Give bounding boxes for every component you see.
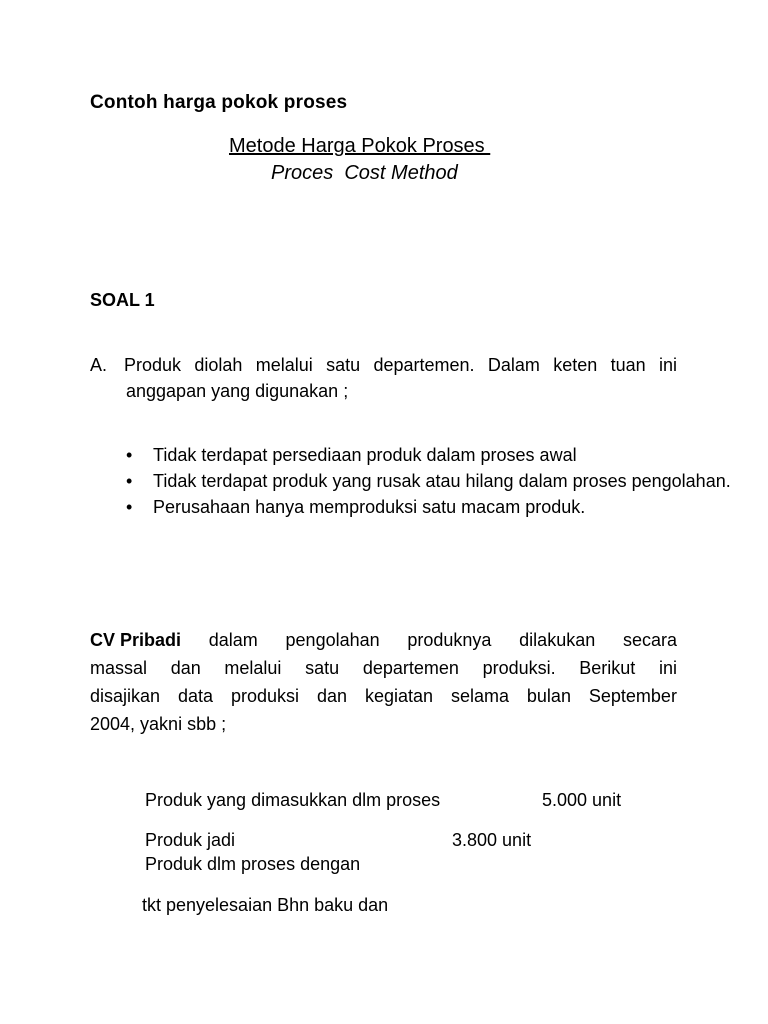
data-label-wip: Produk dlm proses dengan — [145, 854, 361, 874]
data-value-finished-units: 3.800 unit — [452, 830, 532, 850]
word: massal — [90, 658, 148, 678]
list-item-text: Perusahaan hanya memproduksi satu macam produk. — [153, 497, 586, 517]
data-value-input-units: 5.000 unit — [542, 790, 622, 810]
word: dalam — [208, 630, 258, 650]
word: bulan — [526, 686, 571, 706]
word: diolah — [194, 355, 243, 375]
word: produknya — [407, 630, 492, 650]
word: Dalam — [487, 355, 540, 375]
data-label-completion-level: tkt penyelesaian Bhn baku dan — [142, 895, 389, 915]
word: melalui — [224, 658, 282, 678]
word: departemen — [362, 658, 459, 678]
part-a-label: A. — [90, 355, 108, 375]
word: ini — [658, 658, 677, 678]
word: kegiatan — [364, 686, 433, 706]
paragraph-line-4: 2004, yakni sbb ; — [90, 714, 227, 734]
part-a-line-2: anggapan yang digunakan ; — [126, 381, 349, 401]
document-heading: Contoh harga pokok proses — [90, 92, 348, 113]
list-item-text: Tidak terdapat persediaan produk dalam proses awal — [153, 445, 577, 465]
word: ini — [658, 355, 677, 375]
word: disajikan — [90, 686, 161, 706]
word: secara — [622, 630, 677, 650]
paragraph-line-2 — [90, 654, 677, 682]
list-item — [126, 442, 677, 468]
part-a-paragraph — [90, 352, 677, 404]
section-label: SOAL 1 — [90, 290, 155, 310]
word: Produk — [124, 355, 182, 375]
word: melalui — [255, 355, 313, 375]
list-item — [126, 494, 677, 520]
part-a-label-and-first-word — [90, 352, 181, 378]
list-item — [126, 468, 731, 494]
part-a-line-1 — [90, 352, 677, 378]
word: dilakukan — [519, 630, 596, 650]
word: Berikut — [579, 658, 636, 678]
bullet-icon: • — [126, 497, 133, 517]
company-paragraph — [90, 626, 677, 738]
word: departemen. — [373, 355, 475, 375]
word: pengolahan — [285, 630, 380, 650]
paragraph-line-3 — [90, 682, 677, 710]
word: produksi — [230, 686, 300, 706]
bullet-icon: • — [126, 471, 133, 491]
company-name: CV Pribadi — [90, 630, 182, 650]
paragraph-line-1 — [90, 626, 677, 654]
word: satu — [305, 658, 340, 678]
word: September — [588, 686, 677, 706]
title-indonesian: Metode Harga Pokok Proses — [229, 135, 491, 157]
assumption-list — [126, 442, 731, 520]
data-label-input-units: Produk yang dimasukkan dlm proses — [145, 790, 441, 810]
word: keten — [553, 355, 598, 375]
word: dan — [170, 658, 201, 678]
word: satu — [326, 355, 361, 375]
word: data — [177, 686, 214, 706]
title-english: Proces Cost Method — [271, 162, 458, 184]
bullet-icon: • — [126, 445, 133, 465]
list-item-text: Tidak terdapat produk yang rusak atau hilang dalam proses pengolahan. — [153, 471, 731, 491]
word: produksi. — [482, 658, 556, 678]
word: selama — [450, 686, 509, 706]
word: tuan — [610, 355, 646, 375]
data-label-finished-units: Produk jadi — [145, 830, 236, 850]
word: dan — [316, 686, 347, 706]
